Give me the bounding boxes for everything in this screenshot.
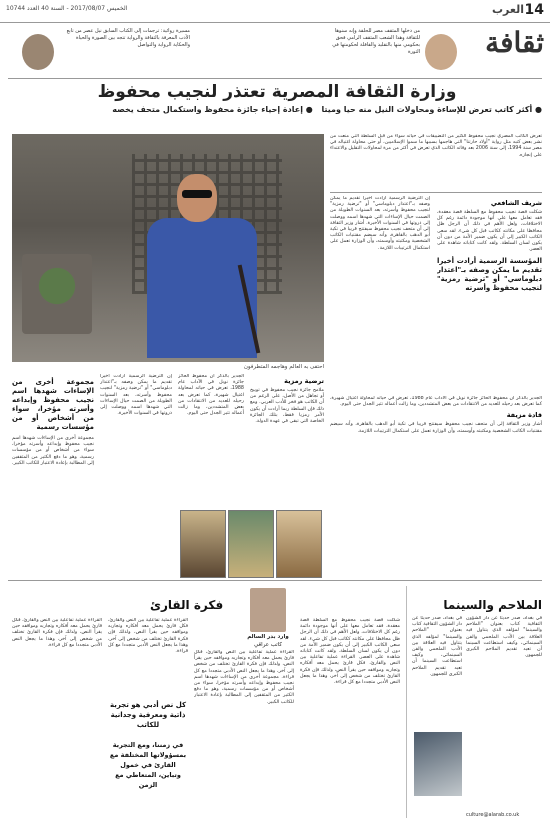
column-text: إن الترضية الرسمية أرادت أخيرا تقديم ما يمكن وصفه بـ"اعتذار دبلوماسي" أو "ترضية رمزية" لنجيب محفوظ وأسرته، بعد السنوات الطويلة من الصمت حيال الإساءات التي شهدها اسمه ووصلت إلى ذروتها في السنوات الأخيرة. xyxy=(330,196,430,226)
article-column xyxy=(412,616,462,728)
column-text: أشار وزير الثقافة إلى أن متحف نجيب محفوظ سيفتتح قريبا في تكية أبو الدهب بالقاهرة، وأنه سيضم مقتنيات الكاتب الشخصية ومكتبته وأوسمته، وأن الوزارة تعمل على استكمال الترتيبات اللازمة. xyxy=(330,422,542,434)
suit-shape xyxy=(147,218,257,358)
author-role: كاتب عراقي xyxy=(253,642,283,648)
article-column xyxy=(330,396,542,576)
promo-avatar-icon xyxy=(22,34,54,70)
article-column xyxy=(194,650,294,818)
divider xyxy=(8,78,542,79)
column-text: شكلت قصة نجيب محفوظ مع السلطة قصة معقدة، فقد تعامل معها على أنها موجودة دائمة رغم كل الاختلافات، ولعل الأهم في ذلك أن الرجل ظل محافظا على مكانته ككاتب قبل كل شيء. لقد سعى الكاتب الكبير إلى أن يكون ضمير الأمة من دون أن يكون لسان السلطة. ولقد كانت كتاباته شاهدة على العصر. xyxy=(300,618,400,661)
epics-cinema-title: الملاحم والسينما xyxy=(443,598,542,612)
column-text: شكلت قصة نجيب محفوظ مع السلطة قصة معقدة، فقد تعامل معها على أنها موجودة دائمة رغم كل الاختلافات، ولعل الأهم في ذلك أن الرجل ظل محافظا على مكانته ككاتب قبل كل شيء. لقد سعى الكاتب الكبير إلى أن يكون ضمير الأمة من دون أن يكون لسان السلطة. ولقد كانت كتاباته شاهدة على العصر. xyxy=(437,210,542,253)
section-email[interactable]: culture@alarab.co.uk xyxy=(466,812,520,818)
column-text: القراءة عملية تفاعلية بين النص والقارئ، فكل قارئ يحمل معه أفكاره وتجاربه ومواقفه حين يقرأ النص، ولذلك فإن فكرة القارئ تختلف من شخص إلى آخر، وهذا ما يجعل النص الأدبي متجددا مع كل قراءة. xyxy=(300,655,400,686)
column-text: مجموعة أخرى من الإساءات شهدها اسم نجيب محفوظ وإبداعه وأسرته مؤخرا، سواء من أشخاص أو من مؤسسات رسمية، وهو ما دفع الكثير من المثقفين إلى المطالبة بإعادة الاعتبار للكاتب الكبير. xyxy=(12,436,94,466)
mahfouz-photo xyxy=(12,134,324,362)
promo-box-left[interactable] xyxy=(60,28,190,76)
book-covers xyxy=(178,470,324,580)
top-bar xyxy=(0,0,550,23)
subhead-fake-leaders: قادة مزيفة xyxy=(506,411,542,420)
column-text: القراءة عملية تفاعلية بين النص والقارئ، فكل قارئ يحمل معه أفكاره وتجاربه ومواقفه حين يقرأ النص، ولذلك فإن فكرة القارئ تختلف من شخص إلى آخر، وهذا ما يجعل النص الأدبي متجددا مع كل قراءة. xyxy=(12,618,102,648)
article-column xyxy=(100,374,172,574)
page-headline: وزارة الثقافة المصرية تعتذر لنجيب محفوظ xyxy=(97,82,457,102)
intro-text: تعرض الكاتب المصري نجيب محفوظ الكثير من التضييقات في حياته سواء من قبل السلطة التي منعت من نشر بعض كتبه مثل رواية "أولاد حارتنا" التي هاجمها بسببها ما سموا الإسلاميين، أو حتى محاولة اغتياله في مصر سنة 1994، إلى سنة 2006 بعد وفاته الكاتب الذي تعرض في أكثر من مرة لمحاولات التقليل والاعتداء على إنجازه. xyxy=(330,134,542,158)
section-title: ثقافة xyxy=(485,26,544,59)
deck-item: ● أكثر كاتب تعرض للإساءة ومحاولات النيل منه حيا وميتا xyxy=(321,105,542,114)
column-text: القراءة عملية تفاعلية بين النص والقارئ، فكل قارئ يحمل معه أفكاره وتجاربه ومواقفه حين يقرأ النص، ولذلك فإن فكرة القارئ تختلف من شخص إلى آخر، وهذا ما يجعل النص الأدبي متجددا مع كل قراءة. xyxy=(108,618,188,655)
article-column xyxy=(178,374,244,468)
photo-caption: احتفى به العالم وهاجمه المتطرفون xyxy=(243,364,324,370)
column-text: أشار وزير الثقافة إلى أن متحف نجيب محفوظ سيفتتح قريبا في تكية أبو الدهب بالقاهرة، وأنه سيضم مقتنيات الكاتب الشخصية ومكتبته وأوسمته، وأن الوزارة تعمل على استكمال الترتيبات اللازمة. xyxy=(330,220,430,251)
article-column xyxy=(437,196,542,391)
divider xyxy=(8,580,542,581)
article-column xyxy=(12,618,102,818)
dateline: الخميس 2017/08/07 - السنة 40 العدد 10744 xyxy=(6,5,128,12)
pull-quote: في زمننا، ومع التجربة بمسؤولاتها المختلفة مع القارئ في خمول وتباين، المتعاطي مع الزمن xyxy=(109,741,187,789)
article-column xyxy=(12,374,94,574)
column-text: في بغداد، صدر حديثا عن دار الشؤون الثقافية كتاب بعنوان "الملاحم والسينما" لمؤلفه الذي يتناول فيه العلاقة بين الأدب الملحمي والفن السينمائي، وكيف استطاعت السينما أن تعيد تقديم الملاحم الكبرى للجمهور. xyxy=(466,616,542,659)
pull-quote: المؤسسة الرسمية أرادت أخيرا تقديم ما يمكن وصفه بـ"اعتذار دبلوماسي" أو "ترضية رمزية" لنجيب محفوظ وأسرته xyxy=(437,257,542,293)
article-column xyxy=(466,616,542,816)
plant-icon xyxy=(22,254,92,334)
column-divider xyxy=(406,586,407,818)
subhead-symbolic: ترضية رمزية xyxy=(284,377,324,385)
book-cover xyxy=(276,510,322,578)
promo-box-right[interactable] xyxy=(320,28,420,76)
pull-quote: مجموعة أخرى من الإساءات شهدها اسم نجيب محفوظ وإبداعه وأسرته مؤخرا، سواء من أشخاص أو من مؤسسات رسمية xyxy=(12,378,94,431)
reader-idea-title: فكرة القارئ xyxy=(150,598,224,612)
column-text: الجدير بالذكر أن محفوظ الحائز جائزة نوبل في الآداب عام 1988، تعرض في حياته لمحاولة اغتيال شهيرة، كما تعرض بعد رحيله للعديد من الانتقادات من بعض المتشددين، وما زالت أعماله تثير الجدل حتى اليوم. xyxy=(178,374,244,417)
page-number: 14 xyxy=(524,2,544,18)
column-text: في بغداد، صدر حديثا عن دار الشؤون الثقافية كتاب بعنوان "الملاحم والسينما" لمؤلفه الذي يتناول فيه العلاقة بين الأدب الملحمي والفن السينمائي، وكيف استطاعت السينما أن تعيد تقديم الملاحم الكبرى للجمهور. xyxy=(412,616,462,677)
promo-text: من دخلها المثقف مصر للحلقة وإنه سنوها للثقافة وهذا الشعب المثقف الرامي فحق بحكومي منها بالتقليد والقافلة لحكومتها في الثورة xyxy=(332,28,420,55)
book-cover xyxy=(414,732,462,796)
newspaper-logo: العرب xyxy=(491,3,524,16)
book-cover xyxy=(228,510,274,578)
column-text: القراءة عملية تفاعلية بين النص والقارئ، فكل قارئ يحمل معه أفكاره وتجاربه ومواقفه حين يقرأ النص، ولذلك فإن فكرة القارئ تختلف من شخص إلى آخر، وهذا ما يجعل النص الأدبي متجددا مع كل قراءة. xyxy=(194,650,294,680)
author-name: وارد بدر السالم xyxy=(247,634,289,640)
article-column xyxy=(330,196,430,391)
deck-item: ● إعادة إحياء جائزة محفوظ واستكمال متحف يخصه xyxy=(112,105,313,114)
article-column xyxy=(300,618,400,818)
divider xyxy=(330,192,542,193)
head-shape xyxy=(177,174,217,222)
column-text: مجموعة أخرى من الإساءات شهدها اسم نجيب محفوظ وإبداعه وأسرته مؤخرا، سواء من أشخاص أو من مؤسسات رسمية، وهو ما دفع الكثير من المثقفين إلى المطالبة بإعادة الاعتبار للكاتب الكبير. xyxy=(194,674,294,705)
pull-quote: كل نص أدبي هو تجربة ذاتية ومعرفية وجدانية للكاتب xyxy=(109,701,187,729)
column-text: إن الترضية الرسمية أرادت أخيرا تقديم ما يمكن وصفه بـ"اعتذار دبلوماسي" أو "ترضية رمزية" لنجيب محفوظ وأسرته، بعد السنوات الطويلة من الصمت حيال الإساءات التي شهدها اسمه ووصلت إلى ذروتها في السنوات الأخيرة. xyxy=(100,374,172,417)
book-cover xyxy=(180,510,226,578)
headline-deck xyxy=(12,104,542,115)
glasses-icon xyxy=(182,190,212,198)
author-avatar-icon xyxy=(250,588,286,632)
article-column xyxy=(108,618,188,698)
column-text: ملامح جائزة نجيب محفوظ في توبيخ أو تجاهل من الأصل، على الرغم من أن الكاتب هو فخر للأدب العربي. ومع ذلك فإن السلطة ربما أرادت أن يكون الأمر رمزيا فقط، بتلك الجائزة الخاصة التي تبقى في عهدة الدولة. xyxy=(250,388,324,425)
article-intro xyxy=(330,134,542,188)
promo-text: مسيرة روائية: ترجمات إلى الكتاب السابق نيل عصر من تابع الأدب المعرفة بالثقافة والرواية تتجه بين الصورة والحياة والحكاية الرواية والتواصل xyxy=(66,28,190,48)
column-text: الجدير بالذكر أن محفوظ الحائز جائزة نوبل في الآداب عام 1988، تعرض في حياته لمحاولة اغتيال شهيرة، كما تعرض بعد رحيله للعديد من الانتقادات من بعض المتشددين، وما زالت أعماله تثير الجدل حتى اليوم. xyxy=(330,396,542,408)
author-byline: شريف الشافعي xyxy=(490,199,542,207)
promo-avatar-icon xyxy=(425,34,457,70)
